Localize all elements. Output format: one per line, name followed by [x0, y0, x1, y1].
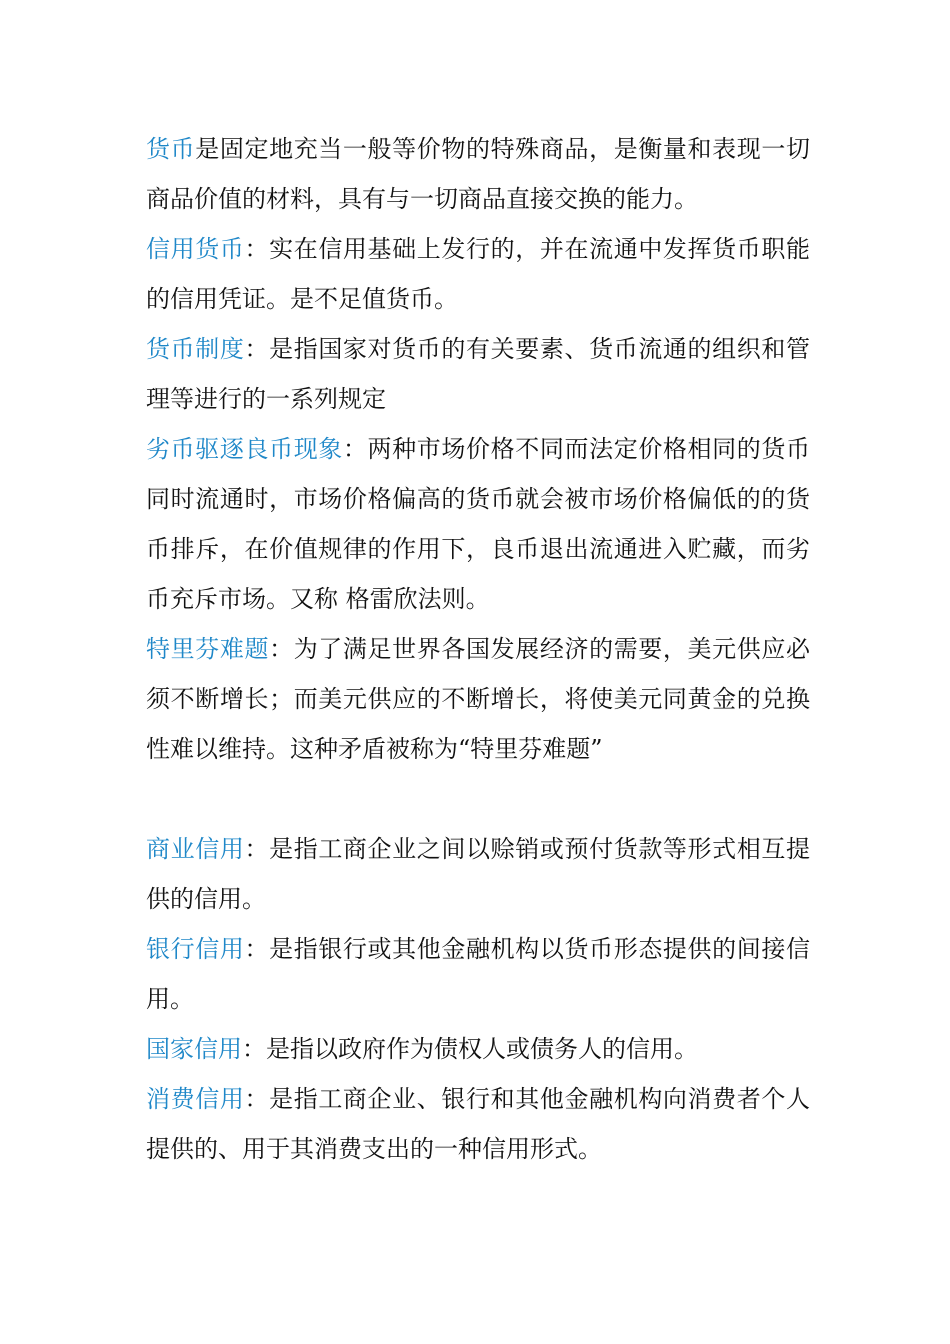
term-label: 劣币驱逐良币现象 [146, 435, 343, 463]
definition-entry-consumer-credit [146, 1074, 810, 1174]
definition-entry-greshams-law [146, 424, 810, 624]
section-gap [146, 774, 810, 824]
definition-entry-triffin-dilemma [146, 624, 810, 774]
definition-entry-commercial-credit [146, 824, 810, 924]
definition-text: ：实在信用基础上发行的，并在流通中发挥货币职能的信用凭证。是不足值货币。 [146, 235, 811, 313]
definition-entry-bank-credit [146, 924, 810, 1024]
definition-entry-monetary-system [146, 324, 810, 424]
term-label: 国家信用 [146, 1035, 242, 1063]
definition-text: ：两种市场价格不同而法定价格相同的货币同时流通时，市场价格偏高的货币就会被市场价格偏低的的货币排斥，在价值规律的作用下，良币退出流通进入贮藏，而劣币充斥市场。又称 格雷欣法则。 [146, 435, 811, 613]
definition-entry-currency [146, 124, 810, 224]
term-label: 银行信用 [146, 935, 245, 963]
document-body [146, 124, 810, 1174]
definition-text: ：是指国家对货币的有关要素、货币流通的组织和管理等进行的一系列规定 [146, 335, 811, 413]
term-label: 货币 [146, 135, 196, 163]
definition-text: ：是指工商企业之间以赊销或预付货款等形式相互提供的信用。 [146, 835, 811, 913]
definition-text: ：是指银行或其他金融机构以货币形态提供的间接信用。 [146, 935, 811, 1013]
definition-text: 是固定地充当一般等价物的特殊商品，是衡量和表现一切商品价值的材料，具有与一切商品直接交换的能力。 [146, 135, 811, 213]
definition-text: ：为了满足世界各国发展经济的需要，美元供应必须不断增长；而美元供应的不断增长，将使美元同黄金的兑换性难以维持。这种矛盾被称为“特里芬难题” [146, 635, 810, 763]
definition-entry-credit-money [146, 224, 810, 324]
term-label: 货币制度 [146, 335, 245, 363]
term-label: 消费信用 [146, 1085, 245, 1113]
definition-text: ：是指以政府作为债权人或债务人的信用。 [242, 1035, 698, 1063]
term-label: 商业信用 [146, 835, 245, 863]
definition-text: ：是指工商企业、银行和其他金融机构向消费者个人提供的、用于其消费支出的一种信用形式。 [146, 1085, 811, 1163]
definition-entry-state-credit [146, 1024, 810, 1074]
term-label: 信用货币 [146, 235, 245, 263]
term-label: 特里芬难题 [146, 635, 270, 663]
